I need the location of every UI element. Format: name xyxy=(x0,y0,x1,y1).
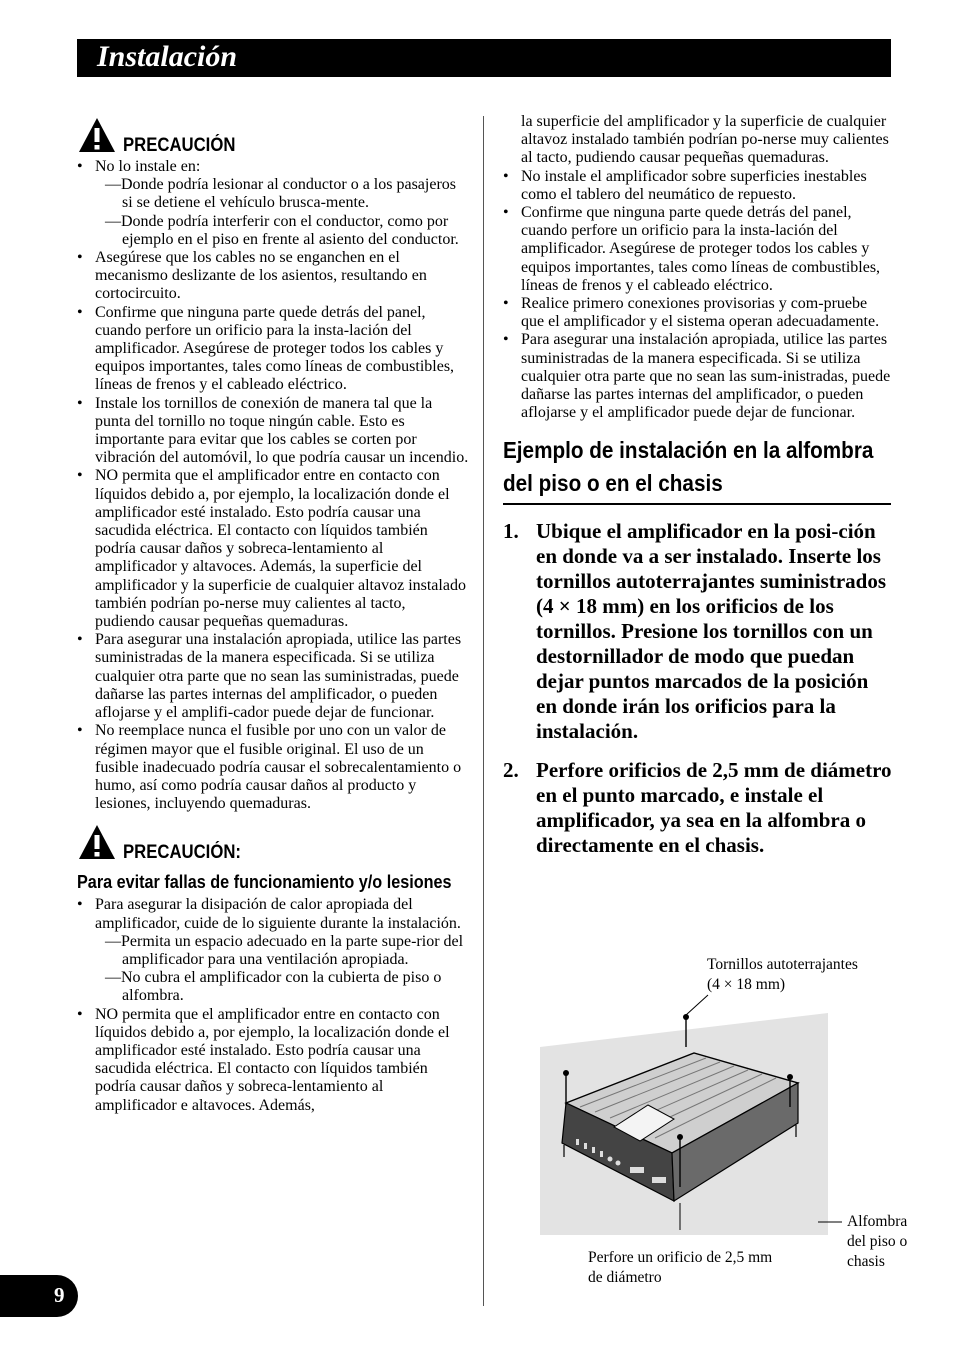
list-item-text: Instale los tornillos de conexión de manera tal que la punta del tornillo no toque ningún cable. Esto es importante para evitar que los cables se corten por vibración del automóvil, lo que podría causar un incendio. xyxy=(95,394,469,467)
step-number: 1. xyxy=(503,519,519,544)
caution-list xyxy=(77,158,469,813)
warning-icon xyxy=(77,116,117,154)
caution-heading-2 xyxy=(77,823,469,865)
list-item xyxy=(77,896,469,1005)
page-number-tab xyxy=(0,1275,78,1317)
warning-icon xyxy=(77,823,117,861)
sub-item: —No cubra el amplificador con la cubierta de piso o alfombra. xyxy=(105,969,442,1005)
section-rule xyxy=(503,503,891,505)
list-item xyxy=(77,1006,469,1115)
caution-label-2: PRECAUCIÓN: xyxy=(123,842,241,864)
list-item xyxy=(77,158,469,249)
title-bar xyxy=(77,39,891,77)
screws-label: Tornillos autoterrajantes (4 × 18 mm) xyxy=(707,956,858,993)
list-item-text: Realice primero conexiones provisorias y com-pruebe que el amplificador y el sistema operan adecuadamente. xyxy=(521,295,880,331)
drill-label: Perfore un orificio de 2,5 mm de diámetro xyxy=(588,1249,773,1286)
list-item-text: Confirme que ninguna parte quede detrás del panel, cuando perfore un orificio para la insta-lación del amplificador. Asegúrese de proteger todos los cables y equipos importantes, tales como líneas de combustibles, líneas de frenos y el cableado eléctrico. xyxy=(521,204,881,294)
column-divider xyxy=(483,116,484,1306)
sub-item: —Donde podría interferir con el conductor, como por ejemplo en el piso en frente al asiento del conductor. xyxy=(105,212,459,248)
caution-label: PRECAUCIÓN xyxy=(123,135,236,156)
list-item xyxy=(77,249,469,304)
list-item-text: NO permita que el amplificador entre en contacto con líquidos debido a, por ejemplo, la localización donde el amplificador esté instalado. Esto podría causar una sacudida eléctrica. El contacto con líquidos también podría causar daños y sobreca-lentamiento al amplificador e altavoces. Además, xyxy=(95,1005,450,1114)
floor-label: Alfombra del piso o chasis xyxy=(847,1213,908,1270)
step-text: Perfore orificios de 2,5 mm de diámetro en el punto marcado, e instale el amplificador, ya sea en la alfombra o directamente en el chasis. xyxy=(536,758,892,858)
list-item-text: Para asegurar la disipación de calor apropiada del amplificador, cuide de lo siguiente durante la instalación. xyxy=(95,896,461,932)
list-item-text: Asegúrese que los cables no se enganchen en el mecanismo deslizante de los asientos, resultando en cortocircuito. xyxy=(95,249,427,303)
list-item xyxy=(503,204,893,295)
list-item xyxy=(77,631,469,722)
page-number: 9 xyxy=(54,1283,65,1307)
list-item xyxy=(77,395,469,468)
caution-list-2 xyxy=(77,896,469,1114)
step-number: 2. xyxy=(503,758,519,783)
continuation-text: la superficie del amplificador y la superficie de cualquier altavoz instalado también podrían po-nerse muy calientes al tacto, pudiendo causar pequeñas quemaduras. xyxy=(521,113,889,167)
list-item xyxy=(503,295,893,331)
list-item-text: No lo instale en: xyxy=(95,158,201,175)
step-text: Ubique el amplificador en la posi-ción en donde va a ser instalado. Inserte los tornillos autoterrajantes suministrados (4 × 18 mm) en los orificios de los tornillos. Presione los tornillos con un destornillador de modo que puedan dejar puntos marcados de la posición en donde irán los orificios para la instalación. xyxy=(536,519,886,744)
list-item-text: No reemplace nunca el fusible por uno con un valor de régimen mayor que el fusible original. El uso de un fusible inadecuado podría causar el sobrecalentamiento o humo, así como podría causar daños al producto y lesiones, incluyendo quemaduras. xyxy=(95,722,462,813)
step-item xyxy=(503,519,893,744)
sub-item: —Permita un espacio adecuado en la parte supe-rior del amplificador para una ventilación apropiada. xyxy=(105,932,464,968)
list-item xyxy=(503,331,893,422)
list-item-text: No instale el amplificador sobre superficies inestables como el tablero del neumático de repuesto. xyxy=(521,167,867,203)
page-title: Instalación xyxy=(97,40,238,73)
left-column xyxy=(77,116,469,1115)
sub-item: —Donde podría lesionar al conductor o a los pasajeros si se detiene el vehículo brusca-mente. xyxy=(105,176,457,212)
list-item xyxy=(77,304,469,395)
list-item-text: Confirme que ninguna parte quede detrás del panel, cuando perfore un orificio para la insta-lación del amplificador. Asegúrese de proteger todos los cables y equipos importantes, tales como líneas de combustibles, líneas de frenos y el cableado eléctrico. xyxy=(95,303,455,394)
list-item xyxy=(503,168,893,204)
step-item xyxy=(503,758,893,858)
list-item xyxy=(77,467,469,631)
section-heading: Ejemplo de instalación en la alfombra del piso o en el chasis xyxy=(503,437,874,497)
caution-subheading: Para evitar fallas de funcionamiento y/o lesiones xyxy=(77,872,452,893)
steps-list xyxy=(503,519,893,858)
right-column xyxy=(503,113,893,872)
list-item-text: Para asegurar una instalación apropiada, utilice las partes suministradas de la manera especificada. Si se utiliza cualquier otra parte que no sean las suministradas, puede dañarse las partes internas del amplificador, o pueden aflojarse y el amplifi-cador puede dejar de funcionar. xyxy=(95,631,462,722)
list-item-text: Para asegurar una instalación apropiada, utilice las partes suministradas de la manera especificada. Si se utiliza cualquier otra parte que no sean las sum-inistradas, puede dañarse las partes internas del amplificador, o pueden aflojarse y el amplificador puede dejar de funcionar. xyxy=(521,331,891,422)
precaution-list-continued xyxy=(503,168,893,423)
installation-figure xyxy=(540,955,925,1295)
list-item xyxy=(77,722,469,813)
list-item-text: NO permita que el amplificador entre en contacto con líquidos debido a, por ejemplo, la localización donde el amplificador esté instalado. Esto podría causar una sacudida eléctrica. El contacto con líquidos también podría causar daños y sobreca-lentamiento al amplificador y altavoces. Además, la superficie del amplificador y la superficie de cualquier altavoz instalado también podrían po-nerse muy calientes al tacto, pudiendo causar pequeñas quemaduras. xyxy=(95,467,466,631)
caution-heading xyxy=(77,116,469,158)
